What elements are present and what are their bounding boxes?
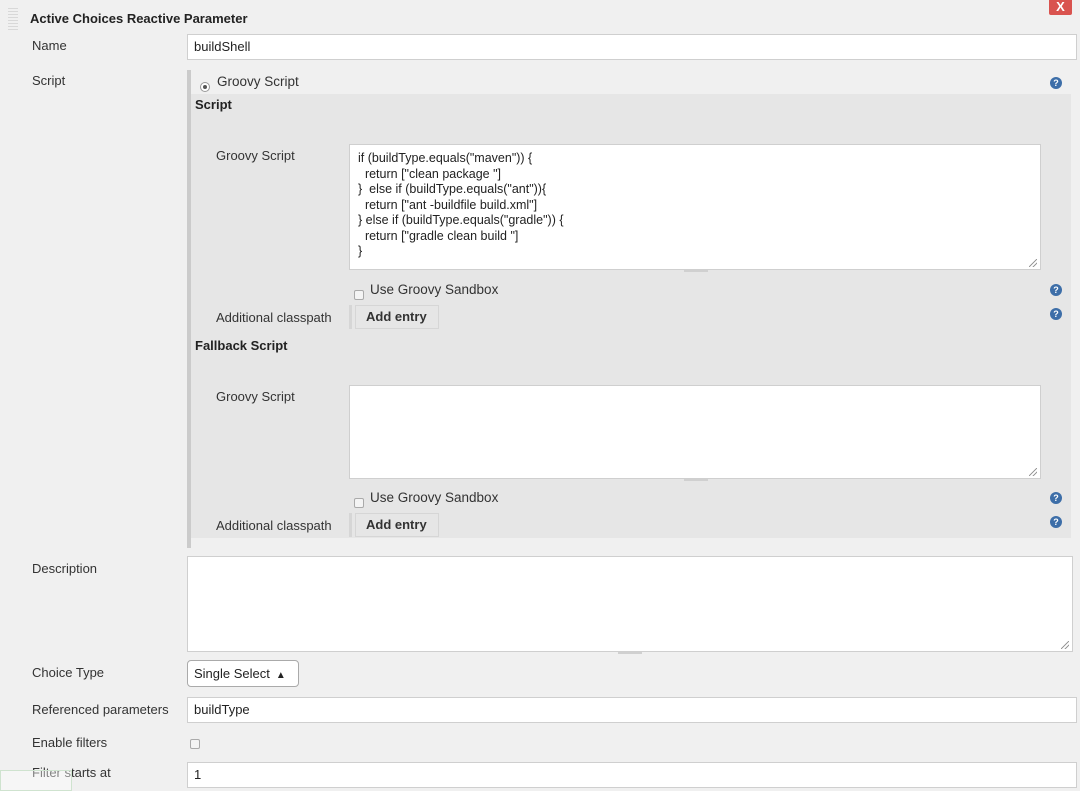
enable-filters-checkbox[interactable] — [190, 739, 200, 749]
resize-handle[interactable] — [1061, 641, 1069, 649]
fallback-section-title: Fallback Script — [195, 338, 288, 353]
script-section-title: Script — [195, 97, 232, 112]
up-down-arrows-icon: ▲︎ — [275, 670, 286, 681]
filter-starts-input[interactable]: 1 — [187, 762, 1077, 788]
fallback-sandbox-checkbox[interactable] — [354, 498, 364, 508]
help-icon[interactable]: ? — [1050, 516, 1062, 528]
script-label: Script — [32, 73, 66, 88]
groovy-script-radio[interactable] — [200, 82, 210, 92]
textarea-grip[interactable] — [684, 479, 708, 481]
fallback-groovy-label: Groovy Script — [216, 389, 295, 404]
button-separator — [349, 513, 352, 537]
groovy-script-radio-label: Groovy Script — [217, 74, 299, 89]
add-entry-button[interactable]: Add entry — [355, 305, 439, 329]
help-icon[interactable]: ? — [1050, 492, 1062, 504]
classpath-label: Additional classpath — [216, 310, 332, 325]
groovy-script-textarea[interactable]: if (buildType.equals("maven")) { return ["clean package "] } else if (buildType.equals("ant")){ return ["ant -buildfile build.xml"] } else if (buildType.equals("gradle")) { return ["gradle clean build "] } — [349, 144, 1041, 270]
section-title: Active Choices Reactive Parameter — [30, 11, 248, 26]
overlay-box — [0, 770, 72, 791]
resize-handle[interactable] — [1029, 259, 1037, 267]
sandbox-label: Use Groovy Sandbox — [370, 282, 499, 297]
choice-type-value: Single Select — [194, 666, 270, 681]
help-icon[interactable]: ? — [1050, 284, 1062, 296]
description-label: Description — [32, 561, 98, 576]
fallback-add-entry-button[interactable]: Add entry — [355, 513, 439, 537]
description-textarea[interactable] — [187, 556, 1073, 652]
filter-starts-label: Filter starts at — [32, 765, 111, 780]
fallback-sandbox-label: Use Groovy Sandbox — [370, 490, 499, 505]
fallback-groovy-textarea[interactable] — [349, 385, 1041, 479]
choice-type-label: Choice Type — [32, 665, 105, 680]
textarea-grip[interactable] — [618, 652, 642, 654]
name-input[interactable]: buildShell — [187, 34, 1077, 60]
referenced-params-label: Referenced parameters — [32, 702, 169, 717]
choice-type-select[interactable] — [187, 660, 299, 687]
resize-handle[interactable] — [1029, 468, 1037, 476]
sandbox-checkbox[interactable] — [354, 290, 364, 300]
button-separator — [349, 305, 352, 329]
enable-filters-label: Enable filters — [32, 735, 108, 750]
name-label: Name — [32, 38, 67, 53]
fallback-classpath-label: Additional classpath — [216, 518, 332, 533]
help-icon[interactable]: ? — [1050, 77, 1062, 89]
groovy-script-label: Groovy Script — [216, 148, 295, 163]
referenced-params-input[interactable]: buildType — [187, 697, 1077, 723]
help-icon[interactable]: ? — [1050, 308, 1062, 320]
textarea-grip[interactable] — [684, 270, 708, 272]
drag-handle[interactable] — [8, 8, 18, 30]
close-icon[interactable]: X — [1049, 0, 1072, 15]
